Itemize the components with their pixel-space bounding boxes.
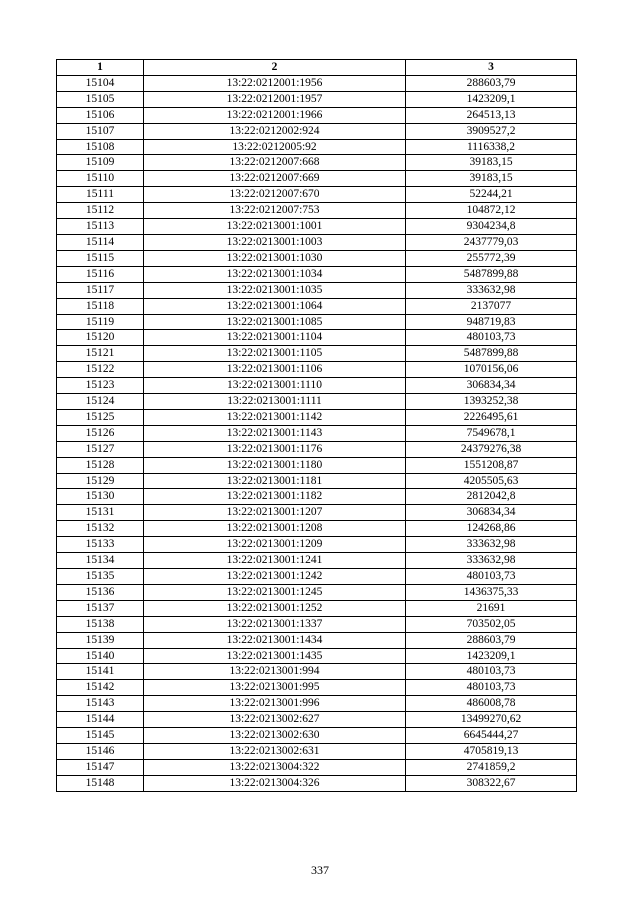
table-cell: 15120 [57,330,144,346]
table-cell: 13:22:0212007:753 [144,203,406,219]
table-cell: 7549678,1 [406,425,577,441]
table-row [57,107,577,123]
table-cell: 13:22:0213001:1104 [144,330,406,346]
table-row [57,489,577,505]
table-cell: 1070156,06 [406,362,577,378]
table-cell: 15119 [57,314,144,330]
table-row [57,219,577,235]
table-cell: 15135 [57,569,144,585]
table-cell: 15126 [57,425,144,441]
table-row [57,250,577,266]
table-cell: 4705819,13 [406,743,577,759]
table-cell: 2741859,2 [406,759,577,775]
table-header-row [57,60,577,76]
table-cell: 39183,15 [406,171,577,187]
table-cell: 13:22:0213001:1337 [144,616,406,632]
table-cell: 15122 [57,362,144,378]
table-cell: 1423209,1 [406,648,577,664]
table-cell: 1551208,87 [406,457,577,473]
table-cell: 13:22:0212002:924 [144,123,406,139]
table-cell: 13:22:0213001:1434 [144,632,406,648]
table-cell: 13:22:0213001:1242 [144,569,406,585]
table-cell: 13:22:0213001:1209 [144,537,406,553]
table-cell: 24379276,38 [406,441,577,457]
table-cell: 13:22:0213001:1030 [144,250,406,266]
table-cell: 13:22:0213001:1176 [144,441,406,457]
table-cell: 13:22:0212005:92 [144,139,406,155]
table-cell: 13:22:0213004:322 [144,759,406,775]
table-cell: 52244,21 [406,187,577,203]
table-cell: 13:22:0213001:1180 [144,457,406,473]
table-cell: 15132 [57,521,144,537]
table-cell: 13:22:0213001:1001 [144,219,406,235]
table-cell: 15133 [57,537,144,553]
table-cell: 13:22:0213001:1181 [144,473,406,489]
table-cell: 13:22:0213001:1106 [144,362,406,378]
table-row [57,680,577,696]
table-header [57,60,577,76]
table-row [57,234,577,250]
table-cell: 13499270,62 [406,712,577,728]
table-row [57,759,577,775]
table-cell: 13:22:0213002:627 [144,712,406,728]
table-cell: 13:22:0212001:1956 [144,75,406,91]
table-cell: 306834,34 [406,378,577,394]
table-row [57,569,577,585]
table-cell: 13:22:0213001:995 [144,680,406,696]
table-row [57,632,577,648]
table-row [57,203,577,219]
table-cell: 288603,79 [406,75,577,91]
table-cell: 104872,12 [406,203,577,219]
table-cell: 15145 [57,728,144,744]
table-cell: 15127 [57,441,144,457]
table-cell: 15113 [57,219,144,235]
table-row [57,743,577,759]
table-cell: 15136 [57,584,144,600]
table-row [57,139,577,155]
table-cell: 15148 [57,775,144,791]
table-cell: 288603,79 [406,632,577,648]
table-cell: 486008,78 [406,696,577,712]
table-cell: 13:22:0213001:1064 [144,298,406,314]
table-cell: 13:22:0212007:669 [144,171,406,187]
table-cell: 480103,73 [406,664,577,680]
table-cell: 15114 [57,234,144,250]
table-cell: 15115 [57,250,144,266]
table-cell: 13:22:0212001:1966 [144,107,406,123]
table-cell: 13:22:0212001:1957 [144,91,406,107]
table-cell: 13:22:0213001:1241 [144,553,406,569]
table-cell: 13:22:0213001:1245 [144,584,406,600]
table-cell: 13:22:0213004:326 [144,775,406,791]
table-cell: 333632,98 [406,537,577,553]
table-row [57,171,577,187]
table-row [57,187,577,203]
table-cell: 15137 [57,600,144,616]
table-cell: 15107 [57,123,144,139]
table-row [57,266,577,282]
table-cell: 333632,98 [406,553,577,569]
table-cell: 15118 [57,298,144,314]
table-cell: 255772,39 [406,250,577,266]
table-row [57,394,577,410]
table-cell: 124268,86 [406,521,577,537]
table-row [57,330,577,346]
table-cell: 15125 [57,409,144,425]
table-cell: 13:22:0213001:1182 [144,489,406,505]
table-cell: 15140 [57,648,144,664]
table-cell: 15142 [57,680,144,696]
table-row [57,648,577,664]
table-cell: 15144 [57,712,144,728]
table-cell: 15109 [57,155,144,171]
table-row [57,664,577,680]
table-row [57,505,577,521]
table-cell: 4205505,63 [406,473,577,489]
table-cell: 21691 [406,600,577,616]
table-cell: 5487899,88 [406,266,577,282]
table-cell: 15117 [57,282,144,298]
table-cell: 333632,98 [406,282,577,298]
table-cell: 13:22:0212007:668 [144,155,406,171]
table-row [57,75,577,91]
table-cell: 13:22:0213001:1208 [144,521,406,537]
table-cell: 15138 [57,616,144,632]
table-cell: 15116 [57,266,144,282]
table-cell: 480103,73 [406,680,577,696]
table-row [57,155,577,171]
table-cell: 948719,83 [406,314,577,330]
table-cell: 15111 [57,187,144,203]
table-row [57,314,577,330]
table-row [57,362,577,378]
table-row [57,91,577,107]
table-cell: 13:22:0213001:1142 [144,409,406,425]
table-cell: 15139 [57,632,144,648]
table-row [57,378,577,394]
table-row [57,728,577,744]
table-cell: 2812042,8 [406,489,577,505]
table-cell: 3909527,2 [406,123,577,139]
table-cell: 15146 [57,743,144,759]
table-row [57,696,577,712]
table-cell: 13:22:0213001:1435 [144,648,406,664]
table-cell: 703502,05 [406,616,577,632]
table-cell: 15106 [57,107,144,123]
table-cell: 13:22:0213002:631 [144,743,406,759]
table-cell: 15108 [57,139,144,155]
table-cell: 1423209,1 [406,91,577,107]
table-cell: 5487899,88 [406,346,577,362]
table-cell: 13:22:0213001:1085 [144,314,406,330]
data-table [56,59,577,792]
table-row [57,521,577,537]
table-row [57,282,577,298]
table-cell: 306834,34 [406,505,577,521]
table-cell: 15121 [57,346,144,362]
table-cell: 2437779,03 [406,234,577,250]
column-header: 3 [406,60,577,76]
table-cell: 15147 [57,759,144,775]
table-cell: 13:22:0213001:1111 [144,394,406,410]
table-cell: 39183,15 [406,155,577,171]
table-cell: 13:22:0213001:1207 [144,505,406,521]
table-row [57,473,577,489]
table-cell: 15105 [57,91,144,107]
table-row [57,775,577,791]
table-cell: 15124 [57,394,144,410]
table-cell: 480103,73 [406,569,577,585]
table-cell: 15129 [57,473,144,489]
table-cell: 13:22:0213001:1034 [144,266,406,282]
table-row [57,298,577,314]
table-cell: 15143 [57,696,144,712]
table-row [57,123,577,139]
table-cell: 15112 [57,203,144,219]
table-cell: 15128 [57,457,144,473]
table-cell: 13:22:0213001:1143 [144,425,406,441]
table-cell: 15110 [57,171,144,187]
table-row [57,616,577,632]
table-cell: 15134 [57,553,144,569]
table-cell: 15131 [57,505,144,521]
table-row [57,584,577,600]
table-cell: 13:22:0213001:1105 [144,346,406,362]
table-row [57,537,577,553]
table-cell: 13:22:0213001:1252 [144,600,406,616]
table-cell: 13:22:0213002:630 [144,728,406,744]
table-cell: 13:22:0213001:1003 [144,234,406,250]
table-cell: 13:22:0212007:670 [144,187,406,203]
table-cell: 308322,67 [406,775,577,791]
table-cell: 13:22:0213001:1035 [144,282,406,298]
table-cell: 2226495,61 [406,409,577,425]
table-cell: 9304234,8 [406,219,577,235]
table-cell: 2137077 [406,298,577,314]
table-body [57,75,577,791]
table-row [57,712,577,728]
table-row [57,553,577,569]
table-row [57,441,577,457]
table-row [57,409,577,425]
table-cell: 1436375,33 [406,584,577,600]
table-cell: 15104 [57,75,144,91]
table-cell: 6645444,27 [406,728,577,744]
table-cell: 480103,73 [406,330,577,346]
table-cell: 1393252,38 [406,394,577,410]
table-cell: 15130 [57,489,144,505]
table-row [57,457,577,473]
column-header: 2 [144,60,406,76]
table-cell: 13:22:0213001:994 [144,664,406,680]
table-cell: 15123 [57,378,144,394]
column-header: 1 [57,60,144,76]
page-number: 337 [311,863,329,877]
table-row [57,425,577,441]
table-cell: 13:22:0213001:996 [144,696,406,712]
table-cell: 15141 [57,664,144,680]
table-cell: 264513,13 [406,107,577,123]
table-row [57,600,577,616]
table-row [57,346,577,362]
table-cell: 1116338,2 [406,139,577,155]
table-cell: 13:22:0213001:1110 [144,378,406,394]
